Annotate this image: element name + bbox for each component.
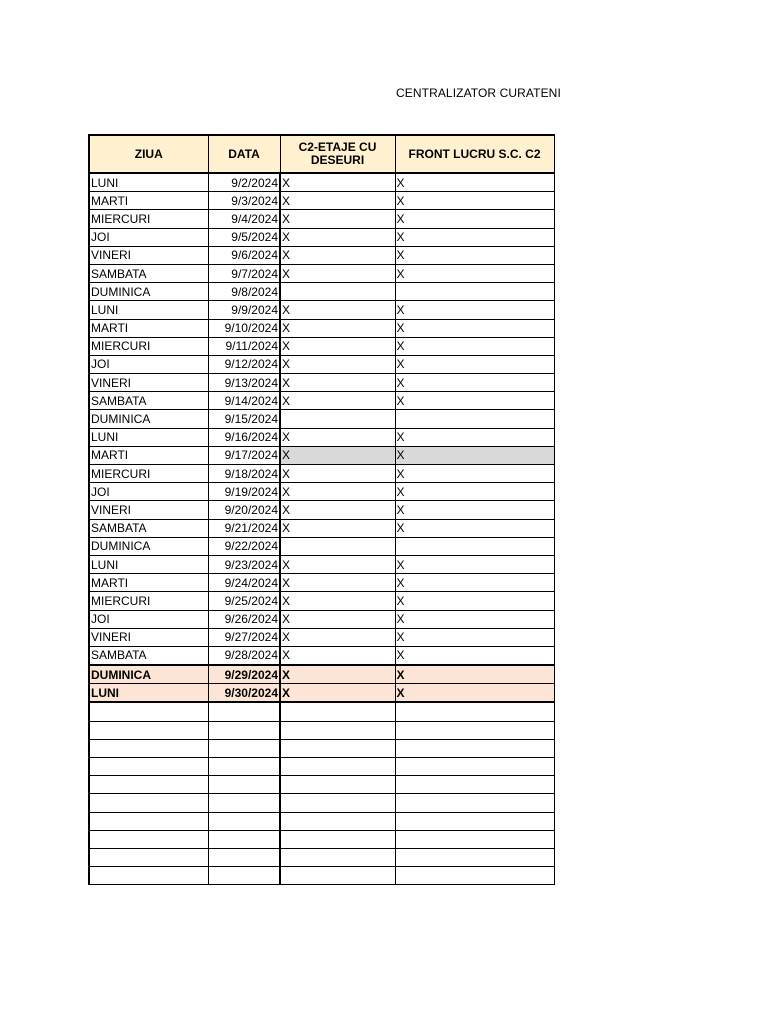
empty-cell[interactable] [280, 739, 395, 757]
cell-etaje[interactable]: X [280, 574, 395, 592]
table-row [89, 283, 554, 301]
cell-front[interactable] [395, 283, 554, 301]
cell-etaje[interactable]: X [280, 610, 395, 628]
header-row [89, 135, 554, 173]
header-data[interactable]: DATA [208, 135, 280, 173]
cell-front[interactable]: X [395, 592, 554, 610]
table-row-selected [89, 446, 554, 464]
cell-etaje[interactable]: X [280, 684, 395, 703]
table-row [89, 646, 554, 665]
table-row [89, 574, 554, 592]
cell-ziua[interactable]: MARTI [89, 192, 208, 210]
cell-ziua[interactable]: MIERCURI [89, 210, 208, 228]
cell-ziua[interactable]: SAMBATA [89, 264, 208, 282]
cell-etaje[interactable]: X [280, 392, 395, 410]
table-row [89, 337, 554, 355]
table-row [89, 465, 554, 483]
cell-etaje[interactable]: X [280, 428, 395, 446]
empty-cell[interactable] [208, 721, 280, 739]
cell-ziua[interactable]: SAMBATA [89, 392, 208, 410]
cell-etaje[interactable]: X [280, 210, 395, 228]
cell-data[interactable]: 9/16/2024 [208, 428, 280, 446]
empty-row [89, 721, 554, 739]
empty-row [89, 812, 554, 830]
cell-ziua[interactable]: SAMBATA [89, 519, 208, 537]
cell-front[interactable]: X [395, 519, 554, 537]
cell-ziua[interactable]: VINERI [89, 374, 208, 392]
empty-cell[interactable] [208, 702, 280, 721]
empty-cell[interactable] [208, 776, 280, 794]
empty-cell[interactable] [89, 867, 208, 885]
cell-ziua[interactable]: MIERCURI [89, 592, 208, 610]
table-row [89, 501, 554, 519]
empty-cell[interactable] [208, 758, 280, 776]
cleaning-table [88, 134, 555, 885]
empty-cell[interactable] [208, 794, 280, 812]
cell-data[interactable]: 9/13/2024 [208, 374, 280, 392]
cell-front[interactable]: X [395, 192, 554, 210]
cell-front[interactable] [395, 410, 554, 428]
empty-cell[interactable] [280, 721, 395, 739]
table-row [89, 592, 554, 610]
cell-front[interactable]: X [395, 465, 554, 483]
empty-cell[interactable] [89, 776, 208, 794]
table-row [89, 519, 554, 537]
cell-etaje[interactable]: X [280, 519, 395, 537]
cell-ziua[interactable]: VINERI [89, 501, 208, 519]
cell-etaje[interactable]: X [280, 646, 395, 665]
cell-front[interactable]: X [395, 446, 554, 464]
table-row [89, 319, 554, 337]
cell-ziua[interactable]: JOI [89, 355, 208, 373]
cell-etaje[interactable]: X [280, 264, 395, 282]
table-row-highlighted [89, 665, 554, 684]
empty-cell[interactable] [395, 848, 554, 866]
table-row [89, 428, 554, 446]
cell-ziua[interactable]: LUNI [89, 555, 208, 573]
cell-etaje[interactable]: X [280, 628, 395, 646]
table-row [89, 410, 554, 428]
table-row [89, 210, 554, 228]
cell-front[interactable]: X [395, 246, 554, 264]
cell-data[interactable]: 9/5/2024 [208, 228, 280, 246]
table-row [89, 628, 554, 646]
cell-front[interactable]: X [395, 665, 554, 684]
cell-data[interactable]: 9/8/2024 [208, 283, 280, 301]
cell-front[interactable] [395, 537, 554, 555]
empty-cell[interactable] [89, 702, 208, 721]
cell-data[interactable]: 9/30/2024 [208, 684, 280, 703]
cell-etaje[interactable]: X [280, 446, 395, 464]
cell-etaje[interactable]: X [280, 173, 395, 192]
cell-data[interactable]: 9/20/2024 [208, 501, 280, 519]
cell-etaje[interactable]: X [280, 337, 395, 355]
cell-data[interactable]: 9/9/2024 [208, 301, 280, 319]
cell-ziua[interactable]: MARTI [89, 319, 208, 337]
table-row [89, 264, 554, 282]
empty-cell[interactable] [280, 758, 395, 776]
cell-front[interactable]: X [395, 483, 554, 501]
empty-cell[interactable] [280, 830, 395, 848]
cell-front[interactable]: X [395, 319, 554, 337]
cell-ziua[interactable]: MARTI [89, 574, 208, 592]
cell-data[interactable]: 9/3/2024 [208, 192, 280, 210]
cell-data[interactable]: 9/26/2024 [208, 610, 280, 628]
cell-data[interactable]: 9/23/2024 [208, 555, 280, 573]
cell-data[interactable]: 9/2/2024 [208, 173, 280, 192]
cell-etaje[interactable] [280, 537, 395, 555]
empty-cell[interactable] [89, 830, 208, 848]
sheet-title: CENTRALIZATOR CURATENI [396, 86, 561, 100]
cell-front[interactable]: X [395, 264, 554, 282]
empty-row [89, 758, 554, 776]
cell-front[interactable]: X [395, 501, 554, 519]
cell-front[interactable]: X [395, 228, 554, 246]
header-ziua[interactable]: ZIUA [89, 135, 208, 173]
cell-front[interactable]: X [395, 610, 554, 628]
cell-etaje[interactable]: X [280, 592, 395, 610]
empty-cell[interactable] [89, 812, 208, 830]
empty-cell[interactable] [89, 739, 208, 757]
empty-cell[interactable] [280, 848, 395, 866]
cell-front[interactable]: X [395, 337, 554, 355]
empty-row [89, 702, 554, 721]
table-row [89, 374, 554, 392]
empty-cell[interactable] [280, 776, 395, 794]
table-row [89, 392, 554, 410]
table-row [89, 173, 554, 192]
table-row-highlighted [89, 684, 554, 703]
empty-cell[interactable] [280, 794, 395, 812]
cell-data[interactable]: 9/17/2024 [208, 446, 280, 464]
cell-etaje[interactable]: X [280, 465, 395, 483]
table-row [89, 610, 554, 628]
cell-etaje[interactable]: X [280, 319, 395, 337]
empty-cell[interactable] [208, 867, 280, 885]
cell-ziua[interactable]: LUNI [89, 301, 208, 319]
empty-cell[interactable] [208, 739, 280, 757]
empty-cell[interactable] [208, 830, 280, 848]
empty-cell[interactable] [89, 848, 208, 866]
cell-ziua[interactable]: LUNI [89, 684, 208, 703]
cell-etaje[interactable]: X [280, 555, 395, 573]
cell-etaje[interactable] [280, 410, 395, 428]
cell-data[interactable]: 9/4/2024 [208, 210, 280, 228]
cell-front[interactable]: X [395, 574, 554, 592]
cell-data[interactable]: 9/19/2024 [208, 483, 280, 501]
cell-etaje[interactable]: X [280, 483, 395, 501]
empty-cell[interactable] [208, 812, 280, 830]
cell-etaje[interactable]: X [280, 228, 395, 246]
cell-etaje[interactable]: X [280, 501, 395, 519]
table-row [89, 301, 554, 319]
cell-ziua[interactable]: DUMINICA [89, 283, 208, 301]
cell-data[interactable]: 9/27/2024 [208, 628, 280, 646]
table-row [89, 355, 554, 373]
empty-cell[interactable] [395, 758, 554, 776]
cell-ziua[interactable]: DUMINICA [89, 410, 208, 428]
empty-cell[interactable] [280, 812, 395, 830]
empty-row [89, 739, 554, 757]
table-row [89, 537, 554, 555]
cell-ziua[interactable]: JOI [89, 483, 208, 501]
cell-ziua[interactable]: DUMINICA [89, 665, 208, 684]
header-etaje[interactable]: C2-ETAJE CU DESEURI [280, 135, 395, 173]
empty-cell[interactable] [395, 776, 554, 794]
cell-etaje[interactable] [280, 283, 395, 301]
cell-ziua[interactable]: JOI [89, 228, 208, 246]
cell-etaje[interactable]: X [280, 374, 395, 392]
cell-data[interactable]: 9/21/2024 [208, 519, 280, 537]
cell-front[interactable]: X [395, 628, 554, 646]
cell-data[interactable]: 9/7/2024 [208, 264, 280, 282]
empty-cell[interactable] [280, 702, 395, 721]
cell-data[interactable]: 9/24/2024 [208, 574, 280, 592]
empty-row [89, 848, 554, 866]
cell-front[interactable]: X [395, 684, 554, 703]
cell-data[interactable]: 9/18/2024 [208, 465, 280, 483]
empty-cell[interactable] [89, 758, 208, 776]
cell-etaje[interactable]: X [280, 192, 395, 210]
cell-ziua[interactable]: SAMBATA [89, 646, 208, 665]
header-front[interactable]: FRONT LUCRU S.C. C2 [395, 135, 554, 173]
empty-cell[interactable] [395, 812, 554, 830]
empty-cell[interactable] [208, 848, 280, 866]
cell-ziua[interactable]: MARTI [89, 446, 208, 464]
cell-ziua[interactable]: MIERCURI [89, 337, 208, 355]
cell-etaje[interactable]: X [280, 246, 395, 264]
cell-data[interactable]: 9/28/2024 [208, 646, 280, 665]
cell-data[interactable]: 9/10/2024 [208, 319, 280, 337]
cell-front[interactable]: X [395, 646, 554, 665]
cell-data[interactable]: 9/25/2024 [208, 592, 280, 610]
cell-front[interactable]: X [395, 301, 554, 319]
table-row [89, 483, 554, 501]
cell-etaje[interactable]: X [280, 665, 395, 684]
cell-data[interactable]: 9/29/2024 [208, 665, 280, 684]
empty-cell[interactable] [280, 867, 395, 885]
table-row [89, 192, 554, 210]
empty-cell[interactable] [89, 794, 208, 812]
empty-row [89, 776, 554, 794]
cell-front[interactable]: X [395, 374, 554, 392]
cell-front[interactable]: X [395, 428, 554, 446]
table-row [89, 555, 554, 573]
cell-data[interactable]: 9/22/2024 [208, 537, 280, 555]
cell-ziua[interactable]: DUMINICA [89, 537, 208, 555]
empty-cell[interactable] [395, 830, 554, 848]
empty-cell[interactable] [395, 739, 554, 757]
cell-ziua[interactable]: JOI [89, 610, 208, 628]
cell-front[interactable]: X [395, 355, 554, 373]
cell-data[interactable]: 9/6/2024 [208, 246, 280, 264]
empty-row [89, 867, 554, 885]
cell-front[interactable]: X [395, 173, 554, 192]
empty-cell[interactable] [89, 721, 208, 739]
cell-front[interactable]: X [395, 392, 554, 410]
empty-cell[interactable] [395, 794, 554, 812]
cell-data[interactable]: 9/11/2024 [208, 337, 280, 355]
cell-ziua[interactable]: LUNI [89, 428, 208, 446]
cell-front[interactable]: X [395, 210, 554, 228]
cell-data[interactable]: 9/14/2024 [208, 392, 280, 410]
cell-etaje[interactable]: X [280, 355, 395, 373]
cell-data[interactable]: 9/15/2024 [208, 410, 280, 428]
table-row [89, 246, 554, 264]
cell-front[interactable]: X [395, 555, 554, 573]
cell-data[interactable]: 9/12/2024 [208, 355, 280, 373]
empty-cell[interactable] [395, 867, 554, 885]
cell-ziua[interactable]: MIERCURI [89, 465, 208, 483]
cell-ziua[interactable]: VINERI [89, 246, 208, 264]
empty-cell[interactable] [395, 721, 554, 739]
cell-ziua[interactable]: VINERI [89, 628, 208, 646]
empty-row [89, 794, 554, 812]
empty-row [89, 830, 554, 848]
table-row [89, 228, 554, 246]
cell-etaje[interactable]: X [280, 301, 395, 319]
cell-ziua[interactable]: LUNI [89, 173, 208, 192]
empty-cell[interactable] [395, 702, 554, 721]
